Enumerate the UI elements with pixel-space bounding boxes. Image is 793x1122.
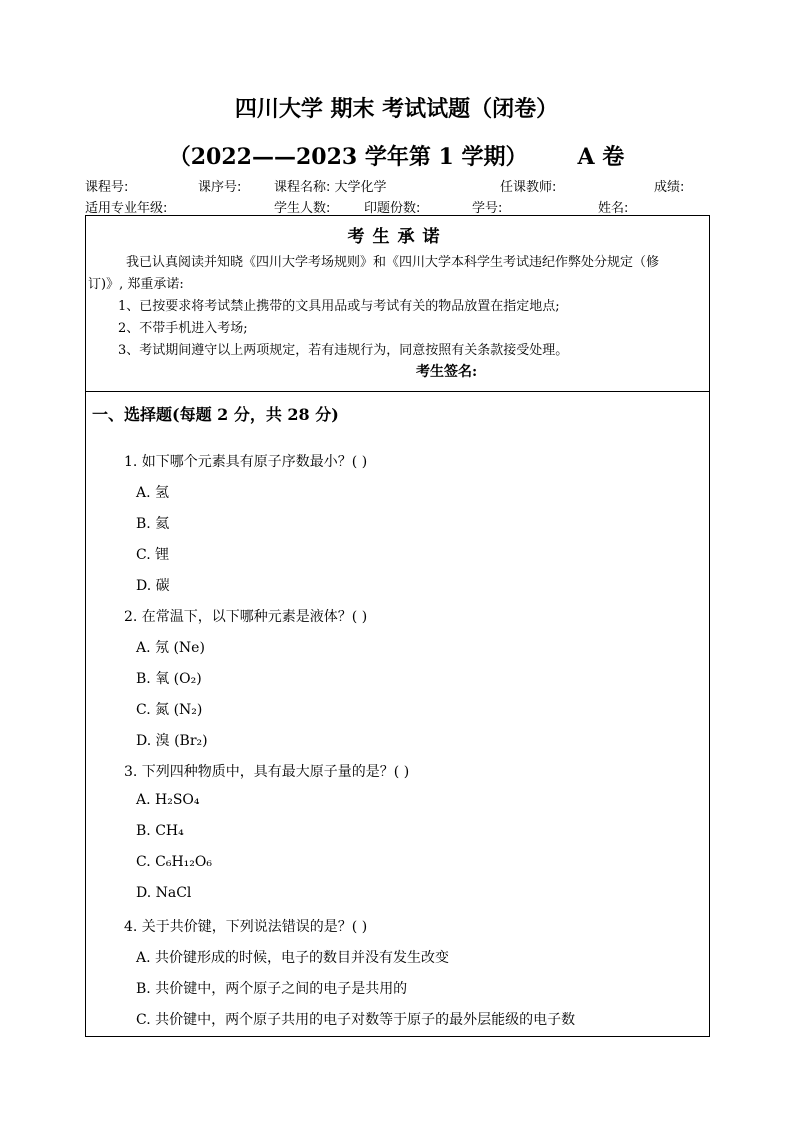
question: 1. 如下哪个元素具有原子序数最小？( ) [124,454,368,470]
students: 学生人数: [274,201,331,216]
exam-subtitle [0,140,793,171]
option: C. 共价键中，两个原子共用的电子对数等于原子的最外层能级的电子数 [136,1012,576,1028]
option: C. 氮 (N₂) [136,702,203,718]
commitment-section [86,216,709,392]
option: D. 碳 [136,578,170,594]
major: 适用专业年级: [85,201,168,216]
commitment-item-3: 3、考试期间遵守以上两项规定，若有违规行为，同意按照有关条款接受处理。 [118,343,569,358]
option: C. 锂 [136,547,170,563]
option: A. 共价键形成的时候，电子的数目并没有发生改变 [136,950,450,966]
option: B. 共价键中，两个原子之间的电子是共用的 [136,981,408,997]
option: B. 氦 [136,516,170,532]
exam-frame [85,215,710,1037]
paper-label: A 卷 [577,144,625,170]
course-no: 课程号: [85,180,129,195]
commitment-title: 考生承诺 [347,227,448,247]
commitment-item-2: 2、不带手机进入考场; [118,321,248,336]
option: A. H₂SO₄ [136,792,200,808]
copies: 印题份数: [364,201,421,216]
commitment-item-1: 1、已按要求将考试禁止携带的文具用品或与考试有关的物品放置在指定地点; [118,299,560,314]
question: 3. 下列四种物质中，具有最大原子量的是？( ) [124,764,410,780]
seq-no: 课序号: [198,180,242,195]
term: （2022——2023 学年第 1 学期） [168,144,528,170]
option: B. 氧 (O₂) [136,671,202,687]
student-id: 学号: [472,201,503,216]
score: 成绩: [654,180,685,195]
question: 4. 关于共价键，下列说法错误的是？( ) [124,919,368,935]
commitment-text-cont: 订)》, 郑重承诺: [88,277,184,292]
student-name: 姓名: [598,201,629,216]
option: D. NaCl [136,885,192,901]
signature-label: 考生签名: [416,364,478,380]
commitment-text: 我已认真阅读并知晓《四川大学考场规则》和《四川大学本科学生考试违纪作弊处分规定（修 [126,255,660,270]
question: 2. 在常温下，以下哪种元素是液体？( ) [124,609,368,625]
course-name: 课程名称: 大学化学 [274,180,387,195]
teacher: 任课教师: [500,180,557,195]
option: A. 氖 (Ne) [136,640,205,656]
option: A. 氢 [136,485,170,501]
exam-title: 四川大学 期末 考试试题（闭卷） [234,96,559,122]
option: D. 溴 (Br₂) [136,733,208,749]
option: C. C₆H₁₂O₆ [136,854,212,870]
option: B. CH₄ [136,823,184,839]
section-heading: 一、选择题(每题 2 分，共 28 分) [92,405,339,424]
